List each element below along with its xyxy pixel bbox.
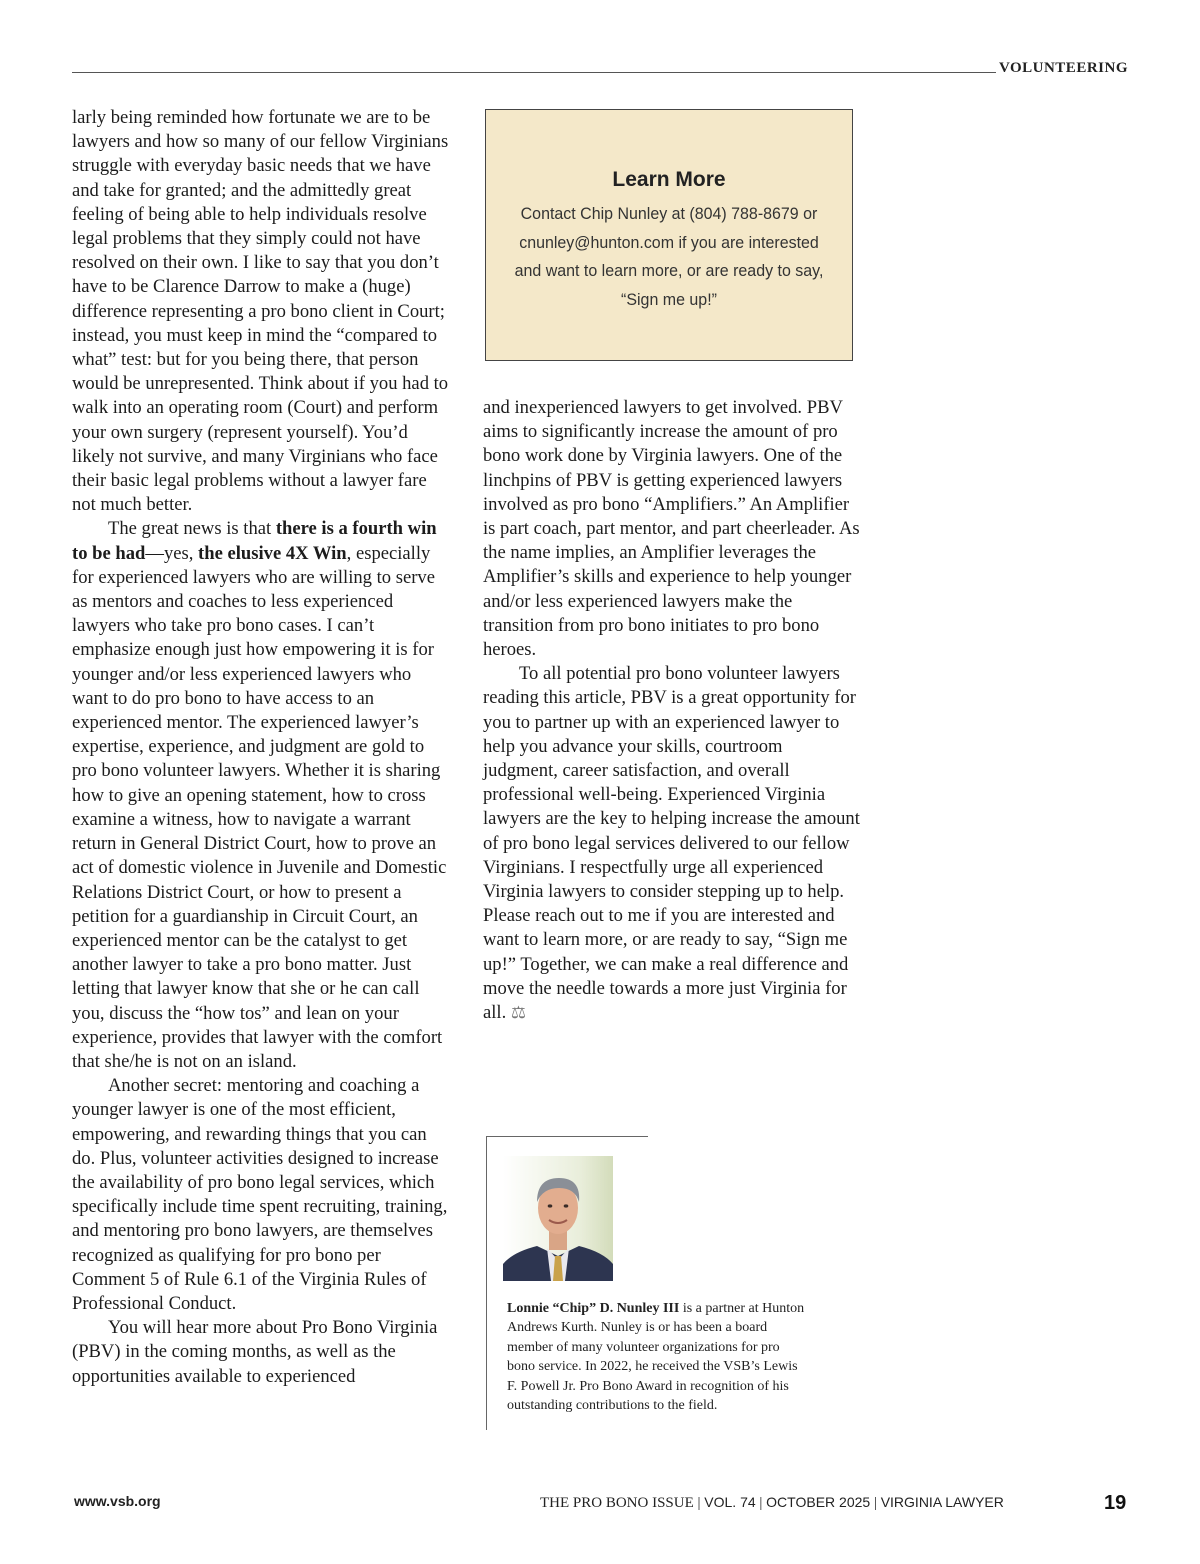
p2-text-e: , especially for experienced lawyers who are willing to serve as mentors and coaches to less experienced lawyers who take pro bono cases. I can’t emphasize enough just how empowering it is for younger and/or less experienced lawyers who want to do pro bono to have access to an experienced mentor. The experienced lawyer’s expertise, experience, and judgment are gold to pro bono volunteer lawyers. Whether it is sharing how to give an opening statement, how to cross examine a witness, how to navigate a warrant return in General District Court, how to prove an act of domestic violence in Juvenile and Domestic Relations District Court, or how to present a petition for a guardianship in Circuit Court, an experienced mentor can be the catalyst to get another lawyer to take a pro bono matter. Just letting that lawyer know that she or he can call you, discuss the “how tos” and lean on your experience, provides that lawyer with the comfort that she/he is not on an island. [72,542,447,1072]
p2-bold-4x-win: the elusive 4X Win [198,542,347,564]
left-paragraph-1: larly being reminded how fortunate we are to be lawyers and how so many of our fellow Virginians struggle with everyday basic needs that we have and take for granted; and the admittedly great feeling of being able to help individuals resolve legal problems that they simply could not have resolved on their own. I like to say that you don’t have to be Clarence Darrow to make a (huge) difference representing a pro bono client in Court; instead, you must keep in mind the “compared to what” test: but for you being there, that person would be unrepresented. Think about if you had to walk into an operating room (Court) and perform your own surgery (represent yourself). You’d likely not survive, and many Virginians who face their basic legal problems without a lawyer fare not much better. [72,107,449,516]
author-name: Lonnie “Chip” D. Nunley III [507,1301,680,1316]
footer-sep-1: | [693,1495,705,1511]
bio-frame-top [486,1136,648,1137]
learn-more-title: Learn More [612,168,726,191]
p2-bold-fourth-win: there is a fourth win to be had [72,518,437,564]
right-paragraph-2-text: To all potential pro bono volunteer lawyers reading this article, PBV is a great opportunity for you to partner up with an experienced lawyer to help you advance your skills, courtroom judgment, career satisfaction, and overall professional well-being. Experienced Virginia lawyers are the key to helping increase the amount of pro bono legal services delivered to our fellow Virginians. I respectfully urge all experienced Virginia lawyers to consider stepping up to help. Please reach out to me if you are interested and want to learn more, or are ready to say, “Sign me up!” Together, we can make a real difference and move the needle towards a more just Virginia for all. [483,663,860,1024]
right-paragraph-2 [483,662,861,1025]
scales-end-icon: ⚖ [510,1003,527,1024]
learn-more-body: Contact Chip Nunley at (804) 788-8679 or cnunley@hunton.com if you are interested and want to learn more, or are ready to say, “Sign me up!” [514,204,824,309]
footer-issue-title: THE PRO BONO ISSUE [540,1495,694,1511]
footer-sep-2: | [755,1495,767,1511]
left-paragraph-2 [72,517,450,1074]
page-number: 19 [1104,1492,1127,1514]
p2-text-c: —yes, [145,542,199,564]
footer-issue-line [540,1494,1004,1512]
header-rule [72,72,996,73]
footer-volume: VOL. 74 [704,1494,756,1510]
author-bio-text: is a partner at Hunton Andrews Kurth. Nunley is or has been a board member of many volunteer organizations for pro bono service. In 2022, he received the VSB’s Lewis F. Powell Jr. Pro Bono Award in recognition of his outstanding contributions to the field. [507,1301,805,1414]
author-photo-illustration [503,1156,613,1281]
footer-magazine: VIRGINIA LAWYER [880,1494,1004,1510]
bio-frame-left [486,1136,487,1430]
author-photo [503,1156,613,1281]
right-column [483,396,861,1025]
footer-url[interactable]: www.vsb.org [74,1493,161,1509]
right-paragraph-1: and inexperienced lawyers to get involved. PBV aims to significantly increase the amount of pro bono work done by Virginia lawyers. One of the linchpins of PBV is getting experienced lawyers involved as pro bono “Amplifiers.” An Amplifier is part coach, part mentor, and part cheerleader. As the name implies, an Amplifier leverages the Amplifier’s skills and experience to help younger and/or less experienced lawyers make the transition from pro bono initiates to pro bono heroes. [483,397,860,661]
footer-date: OCTOBER 2025 [766,1494,871,1510]
author-bio [507,1299,807,1415]
left-paragraph-4: You will hear more about Pro Bono Virginia (PBV) in the coming months, as well as the opportunities available to experienced [72,1317,438,1387]
learn-more-box [485,109,853,361]
section-label: VOLUNTEERING [998,60,1128,76]
footer-sep-3: | [870,1495,881,1511]
p2-text-a: The great news is that [108,518,276,540]
left-paragraph-3: Another secret: mentoring and coaching a younger lawyer is one of the most efficient, empowering, and rewarding things that you can do. Plus, volunteer activities designed to increase the availability of pro bono legal services, which specifically include time spent recruiting, training, and mentoring pro bono lawyers, are themselves recognized as qualifying for pro bono per Comment 5 of Rule 6.1 of the Virginia Rules of Professional Conduct. [72,1075,448,1314]
left-column [72,106,450,1389]
